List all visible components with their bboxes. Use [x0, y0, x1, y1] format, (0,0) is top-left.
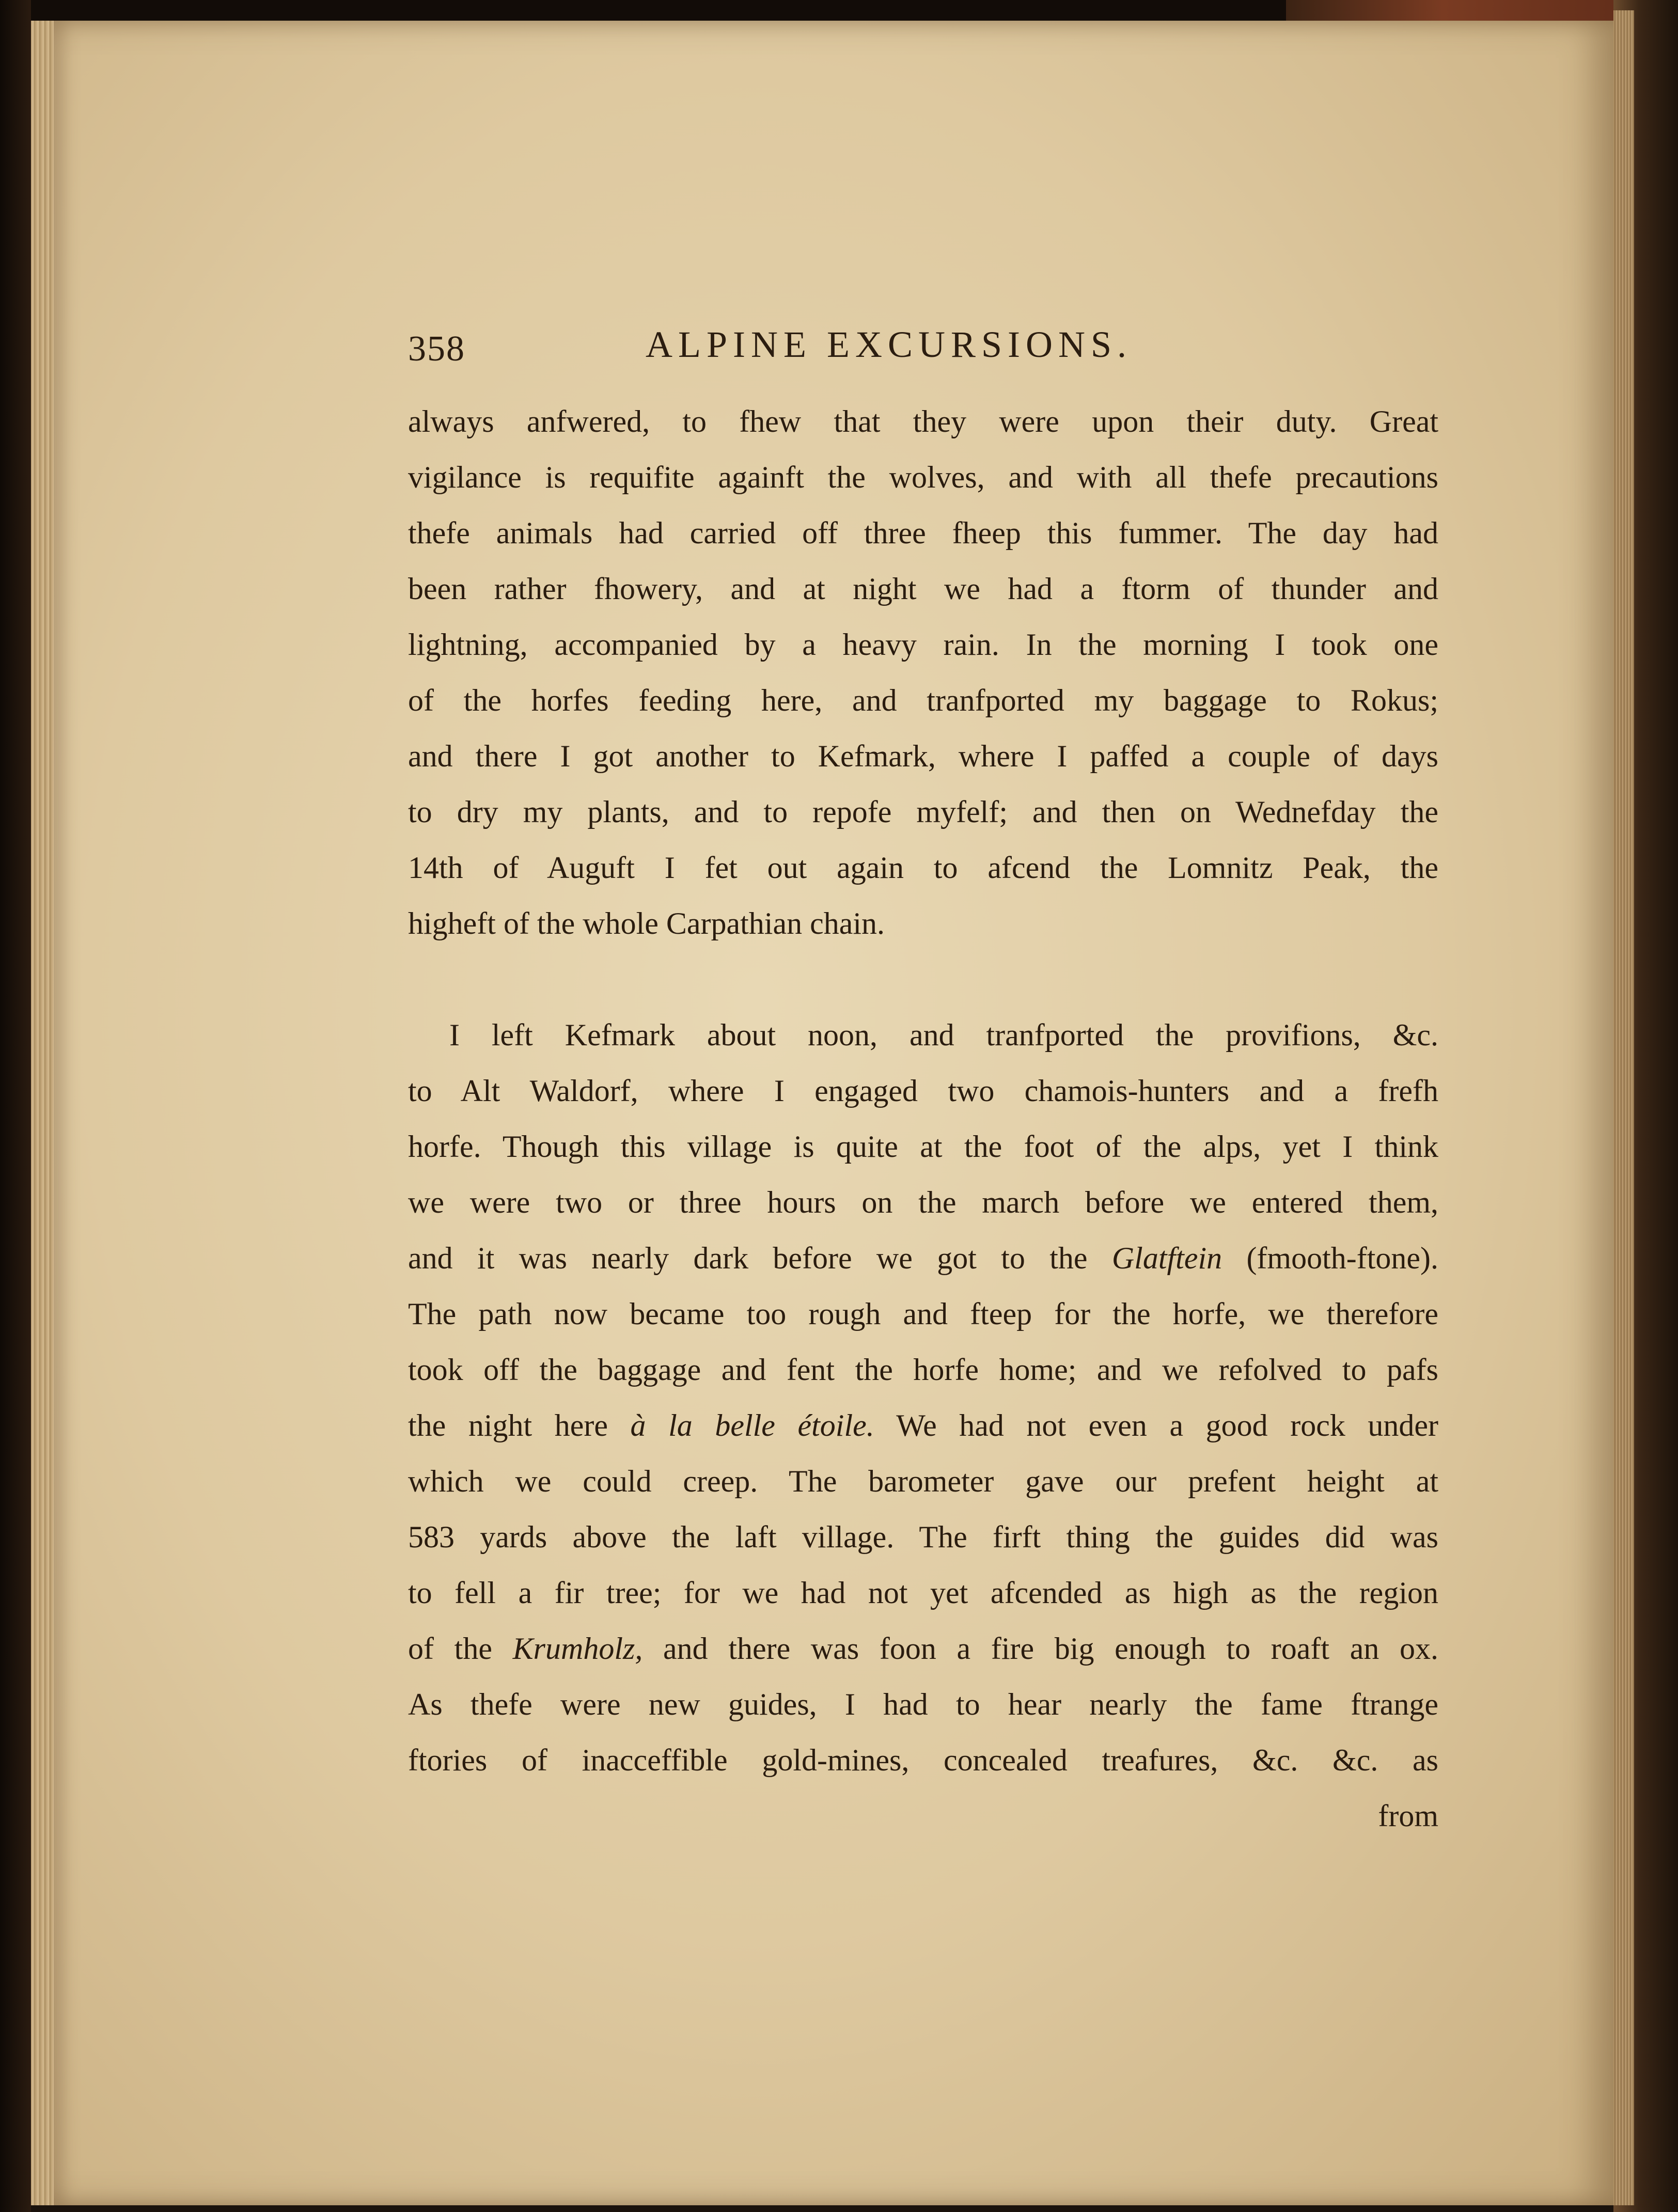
text-line: which we could creep. The barometer gave our prefent height at	[408, 1464, 1438, 1498]
page-stack-edge-left	[31, 21, 54, 2205]
text-line: thefe animals had carried off three fheep this fummer. The day had	[408, 516, 1438, 550]
text-line: The path now became too rough and fteep for the horfe, we therefore	[408, 1297, 1438, 1331]
text-line: and there I got another to Kefmark, where I paffed a couple of days	[408, 739, 1438, 773]
text-line	[408, 1398, 1438, 1453]
page-number: 358	[408, 329, 465, 369]
text-run: We had not even a good rock under	[874, 1408, 1438, 1442]
page-stack-edge-right	[1613, 10, 1634, 2205]
text-line: I left Kefmark about noon, and tranfported the provifions, &c.	[449, 1018, 1438, 1052]
text-line: horfe. Though this village is quite at the foot of the alps, yet I think	[408, 1129, 1438, 1164]
text-line	[408, 1621, 1438, 1676]
text-run: the night here	[408, 1408, 631, 1442]
text-line: ftories of inacceffible gold-mines, concealed treafures, &c. &c. as	[408, 1743, 1438, 1777]
text-line: took off the baggage and fent the horfe home; and we refolved to pafs	[408, 1353, 1438, 1387]
text-line: to Alt Waldorf, where I engaged two chamois-hunters and a frefh	[408, 1074, 1438, 1108]
text-run: (fmooth-ftone).	[1222, 1241, 1438, 1275]
paragraph-2	[408, 1007, 1438, 1788]
text-line: As thefe were new guides, I had to hear nearly the fame ftrange	[408, 1687, 1438, 1721]
text-line	[408, 1230, 1438, 1286]
text-line: to dry my plants, and to repofe myfelf; and then on Wednefday the	[408, 795, 1438, 829]
italic-term: Krumholz,	[512, 1631, 643, 1666]
running-title: ALPINE EXCURSIONS.	[646, 324, 1133, 365]
text-run: and it was nearly dark before we got to the	[408, 1241, 1112, 1275]
text-line: higheft of the whole Carpathian chain.	[408, 906, 885, 940]
text-line: 14th of Auguft I fet out again to afcend the Lomnitz Peak, the	[408, 851, 1438, 885]
text-run: and there was foon a fire big enough to roaft an ox.	[642, 1631, 1438, 1666]
paragraph-1	[408, 394, 1438, 951]
running-head	[408, 315, 1389, 367]
text-line: of the horfes feeding here, and tranfported my baggage to Rokus;	[408, 683, 1438, 717]
text-run: of the	[408, 1631, 513, 1666]
text-line: lightning, accompanied by a heavy rain. In the morning I took one	[408, 627, 1438, 662]
italic-term: à la belle étoile.	[630, 1408, 874, 1442]
text-line: we were two or three hours on the march before we entered them,	[408, 1185, 1438, 1219]
text-line: vigilance is requifite againft the wolves, and with all thefe precautions	[408, 460, 1438, 494]
book-binding	[0, 0, 31, 2212]
italic-term: Glatftein	[1111, 1241, 1222, 1275]
text-line: been rather fhowery, and at night we had a ftorm of thunder and	[408, 572, 1438, 606]
text-line: 583 yards above the laft village. The firft thing the guides did was	[408, 1520, 1438, 1554]
text-line: to fell a fir tree; for we had not yet afcended as high as the region	[408, 1576, 1438, 1610]
text-line: always anfwered, to fhew that they were upon their duty. Great	[408, 404, 1438, 438]
body-text	[408, 394, 1438, 1844]
catchword: from	[1378, 1799, 1438, 1833]
